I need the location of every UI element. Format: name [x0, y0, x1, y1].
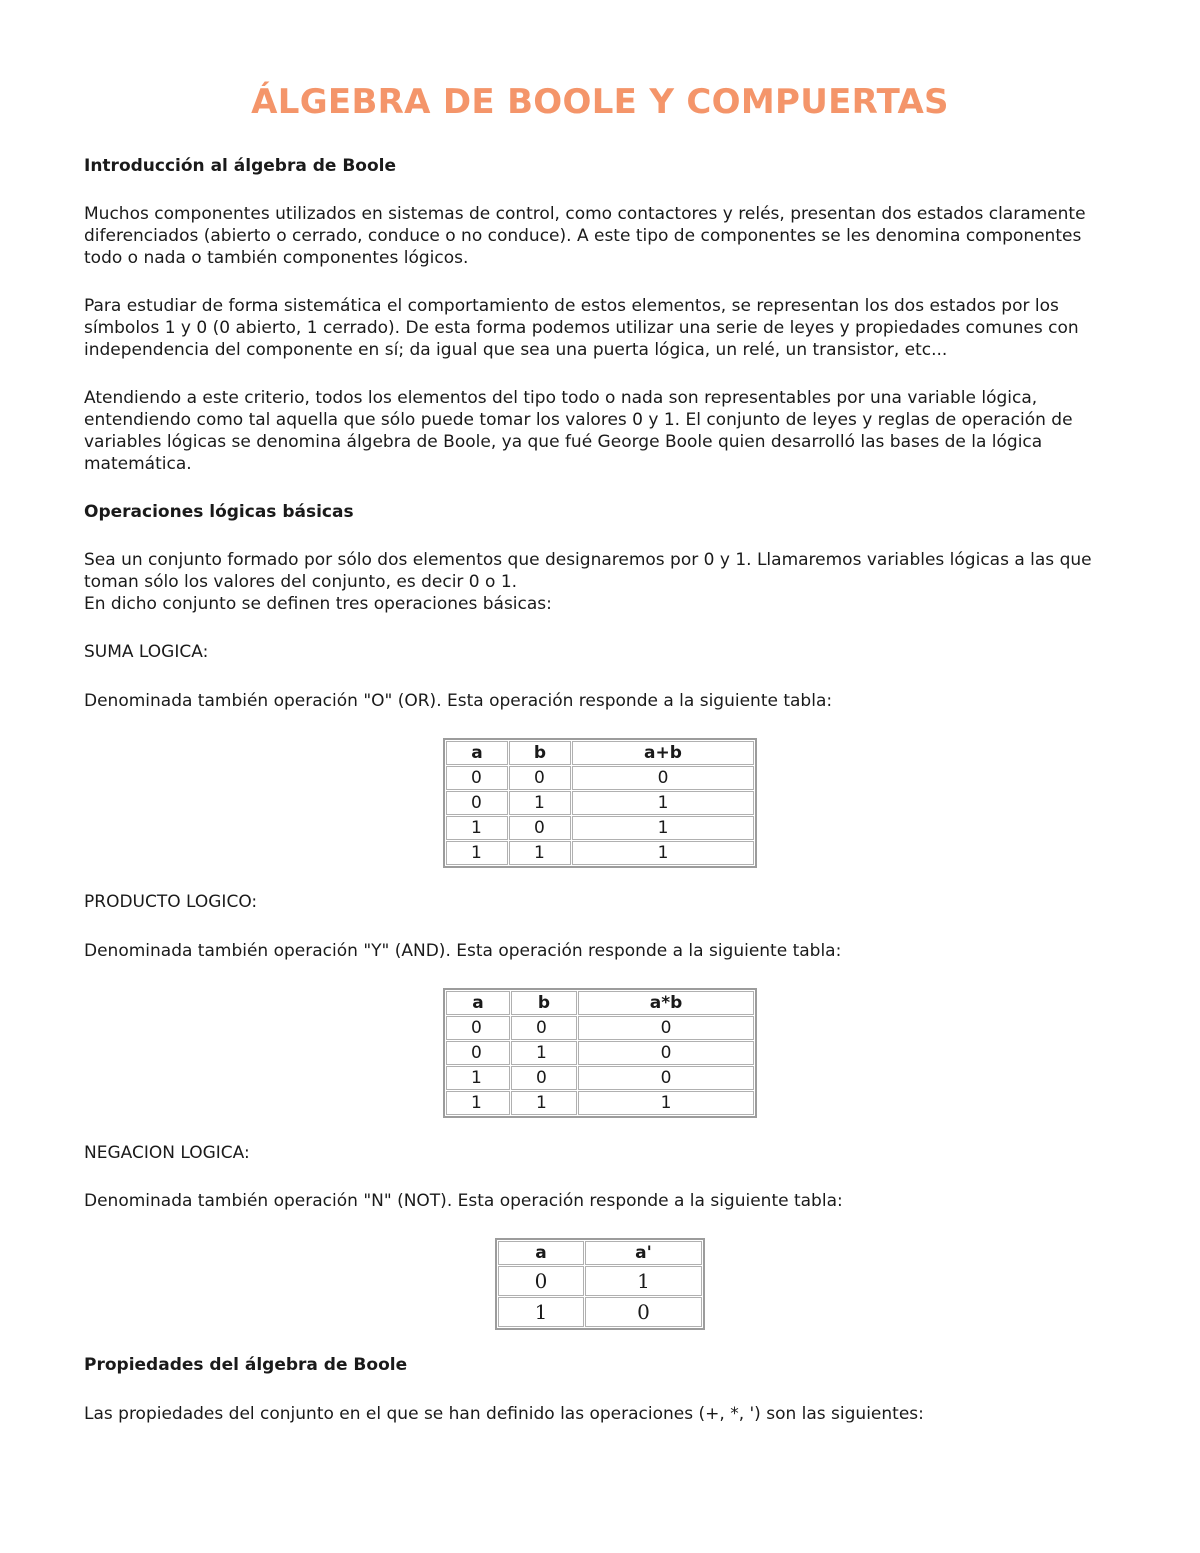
table-cell: 1 — [446, 1091, 510, 1115]
table-cell: 0 — [511, 1066, 577, 1090]
table-cell: 1 — [446, 816, 508, 840]
table-row — [446, 1066, 754, 1090]
or-truth-table — [443, 738, 757, 868]
neg-description: Denominada también operación "N" (NOT). Esta operación responde a la siguiente tabla: — [84, 1191, 843, 1211]
table-cell: 1 — [572, 841, 754, 865]
table-cell: 1 — [578, 1091, 754, 1115]
ops-paragraph-2: En dicho conjunto se definen tres operaciones básicas: — [84, 594, 552, 614]
prod-description: Denominada también operación "Y" (AND). Esta operación responde a la siguiente tabla: — [84, 941, 842, 961]
table-row — [446, 1016, 754, 1040]
table-row — [498, 1297, 702, 1327]
column-header: a — [446, 991, 510, 1015]
table-cell: 0 — [446, 1016, 510, 1040]
page-title: ÁLGEBRA DE BOOLE Y COMPUERTAS — [251, 82, 949, 122]
neg-label: NEGACION LOGICA: — [84, 1143, 250, 1163]
table-row — [446, 766, 754, 790]
table-header-row — [446, 741, 754, 765]
table-row — [446, 816, 754, 840]
column-header: b — [509, 741, 571, 765]
table-cell: 0 — [446, 1041, 510, 1065]
column-header: a*b — [578, 991, 754, 1015]
suma-description: Denominada también operación "O" (OR). Esta operación responde a la siguiente tabla: — [84, 691, 833, 711]
table-cell: 1 — [509, 841, 571, 865]
ops-paragraph — [84, 549, 1124, 615]
table-cell: 1 — [511, 1041, 577, 1065]
table-cell: 0 — [511, 1016, 577, 1040]
intro-paragraph-2: Para estudiar de forma sistemática el comportamiento de estos elementos, se representan los dos estados por los símbolos 1 y 0 (0 abierto, 1 cerrado). De esta forma podemos utilizar una serie de leyes y propiedades comunes con independencia del componente en sí; da igual que sea una puerta lógica, un relé, un transistor, etc... — [84, 296, 1079, 360]
table-cell: 1 — [511, 1091, 577, 1115]
ops-paragraph-1: Sea un conjunto formado por sólo dos elementos que designaremos por 0 y 1. Llamaremos variables lógicas a las que toman sólo los valores del conjunto, es decir 0 o 1. — [84, 550, 1092, 592]
and-truth-table — [443, 988, 757, 1118]
table-row — [446, 791, 754, 815]
table-cell: 0 — [585, 1297, 702, 1327]
intro-paragraph-3: Atendiendo a este criterio, todos los elementos del tipo todo o nada son representables por una variable lógica, entendiendo como tal aquella que sólo puede tomar los valores 0 y 1. El conjunto de leyes y reglas de operación de variables lógicas se denomina álgebra de Boole, ya que fué George Boole quien desarrolló las bases de la lógica matemática. — [84, 388, 1073, 474]
ops-heading: Operaciones lógicas básicas — [84, 502, 354, 522]
table-cell: 0 — [446, 791, 508, 815]
table-cell: 1 — [446, 841, 508, 865]
table-cell: 0 — [572, 766, 754, 790]
suma-label: SUMA LOGICA: — [84, 642, 209, 662]
table-cell: 0 — [578, 1041, 754, 1065]
table-row — [446, 1041, 754, 1065]
table-header-row — [498, 1241, 702, 1265]
intro-heading: Introducción al álgebra de Boole — [84, 156, 397, 176]
table-cell: 0 — [578, 1016, 754, 1040]
table-cell: 1 — [585, 1266, 702, 1296]
column-header: a+b — [572, 741, 754, 765]
table-cell: 0 — [509, 766, 571, 790]
table-cell: 0 — [509, 816, 571, 840]
table-cell: 0 — [578, 1066, 754, 1090]
intro-paragraph-1: Muchos componentes utilizados en sistemas de control, como contactores y relés, presentan dos estados claramente diferenciados (abierto o cerrado, conduce o no conduce). A este tipo de componentes se les denomina componentes todo o nada o también componentes lógicos. — [84, 204, 1086, 268]
column-header: b — [511, 991, 577, 1015]
table-cell: 1 — [446, 1066, 510, 1090]
table-row — [446, 841, 754, 865]
table-cell: 0 — [498, 1266, 584, 1296]
table-cell: 0 — [446, 766, 508, 790]
column-header: a' — [585, 1241, 702, 1265]
table-cell: 1 — [498, 1297, 584, 1327]
props-heading: Propiedades del álgebra de Boole — [84, 1355, 408, 1375]
props-paragraph: Las propiedades del conjunto en el que se han definido las operaciones (+, *, ') son las siguientes: — [84, 1404, 924, 1424]
table-cell: 1 — [509, 791, 571, 815]
table-row — [446, 1091, 754, 1115]
table-header-row — [446, 991, 754, 1015]
prod-label: PRODUCTO LOGICO: — [84, 892, 258, 912]
table-cell: 1 — [572, 816, 754, 840]
not-truth-table — [495, 1238, 705, 1330]
table-row — [498, 1266, 702, 1296]
column-header: a — [498, 1241, 584, 1265]
table-cell: 1 — [572, 791, 754, 815]
column-header: a — [446, 741, 508, 765]
